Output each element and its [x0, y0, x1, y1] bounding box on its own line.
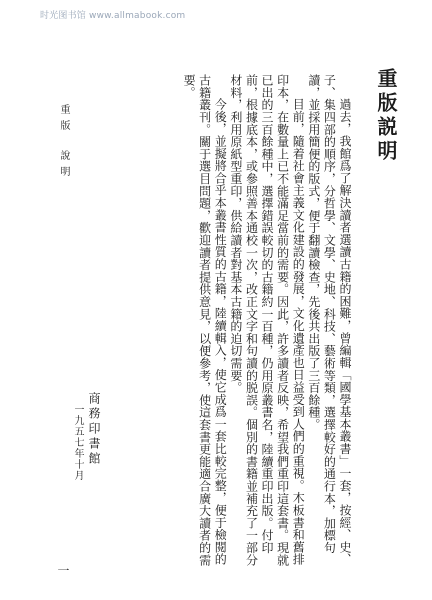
- page-number: 一: [56, 564, 70, 576]
- page-title: 重版説明: [374, 68, 398, 164]
- paragraph-1: 過去，我館爲了解決讀者選讀古籍的困難，曾編輯「國學基本叢書」一套，按經、史、子、集四部的順序，分哲學、文學、史地、科技、藝術等類，選擇較好的通行本，加標句讀，並採用簡便的版式，便于翻讀檢查，先後共出版了三百餘種。: [306, 74, 352, 566]
- paragraph-3: 今後，並擬將合乎本叢書性質的古籍，陸續輯入，使它成爲一套比較完整，便于檢閱的古籍叢刊。關于選目問題，歡迎讀者提供意見，以便參考，使這套書更能適合廣大讀者的需要。: [182, 74, 228, 566]
- running-subtitle: 說明: [58, 150, 69, 182]
- publisher-name: 商務印書館: [87, 392, 101, 467]
- publication-date: 一九五七年十月: [72, 404, 83, 481]
- body-text: [52, 74, 352, 572]
- watermark-text: 时光图书馆 www.allmabook.com: [40, 11, 186, 21]
- publisher-signature: [88, 392, 100, 467]
- paragraph-2: 目前，隨着社會主義文化建設的發展，文化遺產也日益受到人們的重視。木板書和舊排印本，在數量上已不能滿足當前的需要。因此，許多讀者反映，希望我們重印這套書。現就已出的三百餘種中，選擇錯誤較切的古籍約一百種，仍用原叢書名，陸續重印出版。付印前，根據底本，或參照善本通校一次，改正文字和句讀的脱誤。個別的書籍並補充了一部分材料，利用原紙型重印，供給讀者對基本古籍的迫切需要。: [228, 74, 306, 566]
- running-title: 重版: [58, 104, 69, 136]
